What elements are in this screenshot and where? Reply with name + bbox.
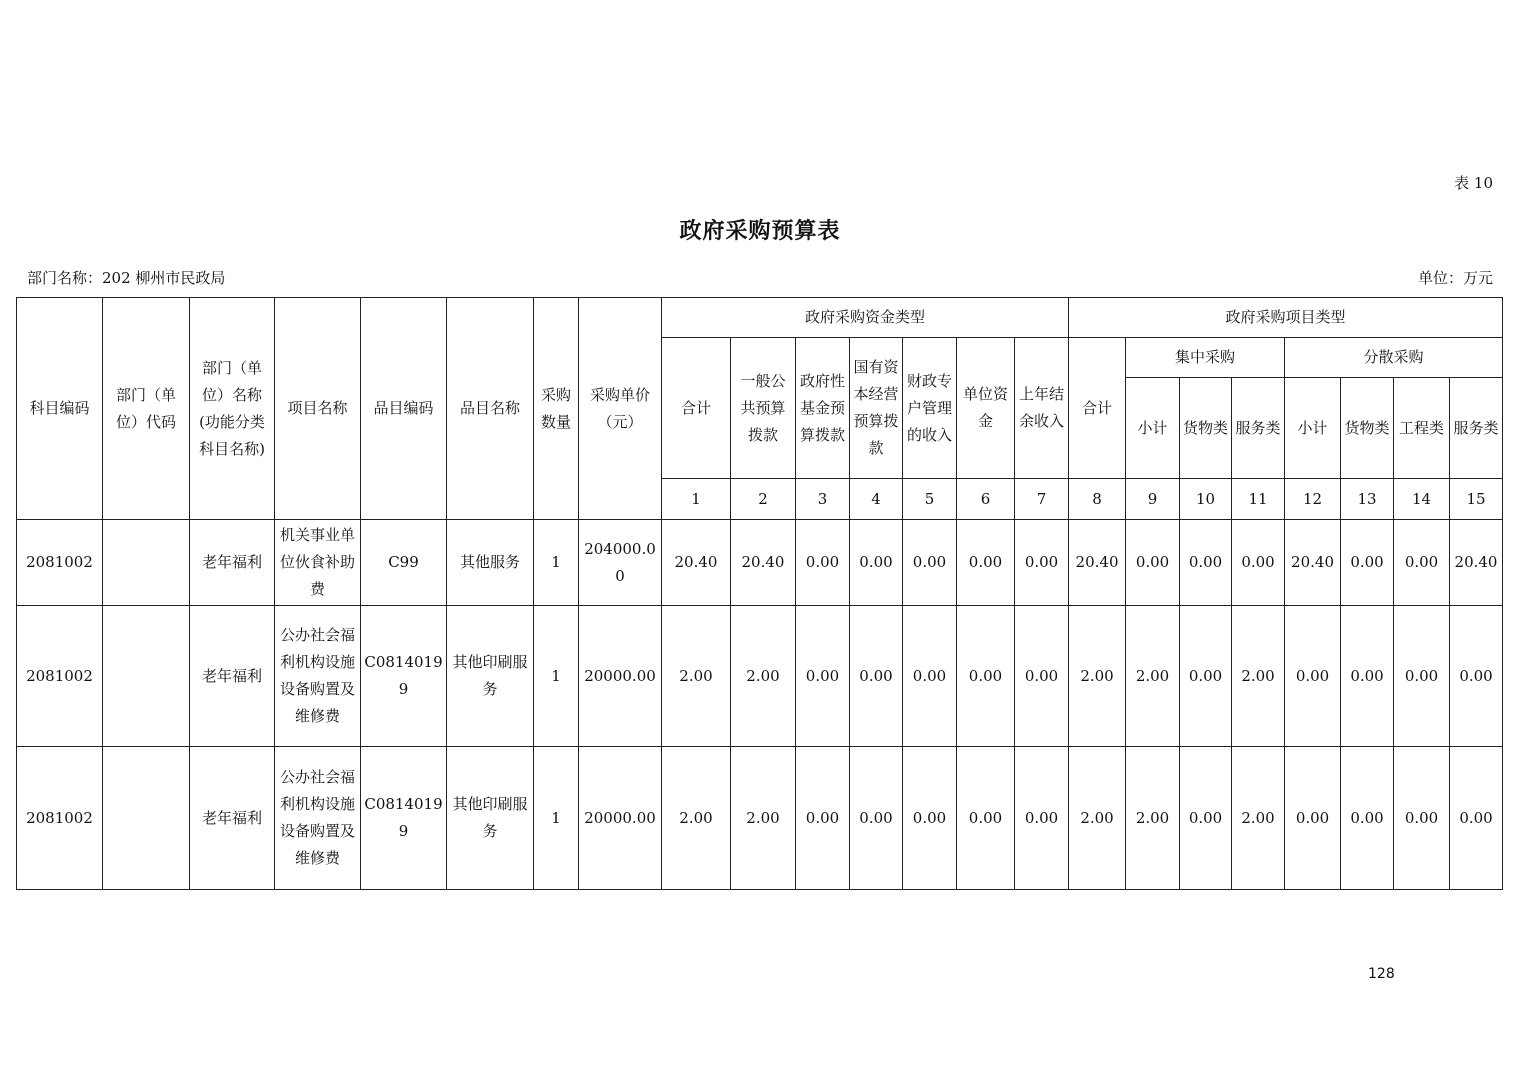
cell-value: 0.00	[1015, 747, 1069, 890]
header-d-service: 服务类	[1450, 378, 1503, 479]
header-d-goods: 货物类	[1341, 378, 1394, 479]
cell-unit-price: 204000.00	[579, 520, 662, 606]
header-item-name: 品目名称	[447, 298, 534, 520]
cell-item-code: C08140199	[361, 606, 447, 747]
cell-value: 0.00	[1015, 606, 1069, 747]
header-quantity: 采购数量	[534, 298, 579, 520]
cell-quantity: 1	[534, 606, 579, 747]
cell-value: 0.00	[957, 520, 1015, 606]
cell-value: 0.00	[1341, 520, 1394, 606]
page-title: 政府采购预算表	[679, 218, 841, 244]
cell-item-code: C08140199	[361, 747, 447, 890]
header-unit-price: 采购单价（元）	[579, 298, 662, 520]
cell-unit-price: 20000.00	[579, 747, 662, 890]
header-fund-carry: 上年结余收入	[1015, 338, 1069, 479]
cell-dept-code	[103, 747, 190, 890]
cell-value: 0.00	[850, 747, 903, 890]
cell-value: 2.00	[1069, 606, 1126, 747]
cell-value: 0.00	[957, 606, 1015, 747]
header-fund-special: 财政专户管理的收入	[903, 338, 957, 479]
cell-project-name: 公办社会福利机构设施设备购置及维修费	[275, 747, 361, 890]
header-num: 3	[796, 479, 850, 520]
cell-value: 0.00	[1180, 747, 1232, 890]
cell-project-name: 公办社会福利机构设施设备购置及维修费	[275, 606, 361, 747]
cell-value: 0.00	[1180, 520, 1232, 606]
cell-value: 2.00	[1232, 747, 1285, 890]
cell-value: 0.00	[850, 606, 903, 747]
header-num: 14	[1394, 479, 1450, 520]
cell-value: 0.00	[1394, 606, 1450, 747]
cell-value: 2.00	[1126, 747, 1180, 890]
cell-subject-code: 2081002	[17, 520, 103, 606]
department-label: 部门名称：202 柳州市民政局	[27, 269, 226, 287]
header-num: 6	[957, 479, 1015, 520]
cell-item-code: C99	[361, 520, 447, 606]
cell-dept-name: 老年福利	[190, 747, 275, 890]
header-num: 4	[850, 479, 903, 520]
cell-value: 0.00	[1394, 747, 1450, 890]
cell-value: 2.00	[1232, 606, 1285, 747]
header-num: 7	[1015, 479, 1069, 520]
page-number: 128	[1368, 966, 1395, 982]
header-num: 15	[1450, 479, 1503, 520]
header-num: 9	[1126, 479, 1180, 520]
header-num: 11	[1232, 479, 1285, 520]
cell-value: 0.00	[1394, 520, 1450, 606]
header-project-name: 项目名称	[275, 298, 361, 520]
cell-value: 0.00	[1450, 606, 1503, 747]
header-fund-type: 政府采购资金类型	[662, 298, 1069, 338]
header-num: 2	[731, 479, 796, 520]
cell-value: 2.00	[1069, 747, 1126, 890]
table-number: 表 10	[1454, 174, 1493, 192]
cell-dept-code	[103, 520, 190, 606]
cell-value: 0.00	[903, 606, 957, 747]
header-item-code: 品目编码	[361, 298, 447, 520]
cell-value: 0.00	[796, 747, 850, 890]
header-c-subtotal: 小计	[1126, 378, 1180, 479]
cell-value: 0.00	[850, 520, 903, 606]
table-row	[17, 606, 1503, 747]
cell-quantity: 1	[534, 520, 579, 606]
cell-value: 2.00	[731, 606, 796, 747]
cell-value: 0.00	[1341, 747, 1394, 890]
header-dept-name: 部门（单位）名称(功能分类科目名称)	[190, 298, 275, 520]
header-d-works: 工程类	[1394, 378, 1450, 479]
cell-value: 20.40	[1069, 520, 1126, 606]
header-dept-code: 部门（单位）代码	[103, 298, 190, 520]
cell-dept-name: 老年福利	[190, 606, 275, 747]
cell-unit-price: 20000.00	[579, 606, 662, 747]
cell-value: 20.40	[731, 520, 796, 606]
header-dispersed: 分散采购	[1285, 338, 1503, 378]
cell-value: 0.00	[1341, 606, 1394, 747]
cell-value: 2.00	[731, 747, 796, 890]
cell-project-name: 机关事业单位伙食补助费	[275, 520, 361, 606]
header-c-service: 服务类	[1232, 378, 1285, 479]
header-fund-total: 合计	[662, 338, 731, 479]
cell-value: 0.00	[1126, 520, 1180, 606]
table-row	[17, 747, 1503, 890]
cell-value: 0.00	[1285, 747, 1341, 890]
cell-item-name: 其他印刷服务	[447, 747, 534, 890]
header-c-goods: 货物类	[1180, 378, 1232, 479]
cell-value: 0.00	[957, 747, 1015, 890]
header-fund-state: 国有资本经营预算拨款	[850, 338, 903, 479]
cell-subject-code: 2081002	[17, 606, 103, 747]
header-d-subtotal: 小计	[1285, 378, 1341, 479]
header-project-type: 政府采购项目类型	[1069, 298, 1503, 338]
cell-value: 2.00	[1126, 606, 1180, 747]
header-num: 5	[903, 479, 957, 520]
header-num: 10	[1180, 479, 1232, 520]
header-proj-total: 合计	[1069, 338, 1126, 479]
cell-item-name: 其他印刷服务	[447, 606, 534, 747]
cell-value: 0.00	[796, 520, 850, 606]
header-fund-unit: 单位资金	[957, 338, 1015, 479]
cell-value: 20.40	[1450, 520, 1503, 606]
cell-value: 0.00	[1180, 606, 1232, 747]
header-num: 8	[1069, 479, 1126, 520]
cell-value: 0.00	[1232, 520, 1285, 606]
cell-value: 0.00	[903, 520, 957, 606]
cell-value: 2.00	[662, 606, 731, 747]
header-fund-gov: 政府性基金预算拨款	[796, 338, 850, 479]
cell-value: 20.40	[1285, 520, 1341, 606]
header-num: 1	[662, 479, 731, 520]
cell-value: 0.00	[1015, 520, 1069, 606]
cell-item-name: 其他服务	[447, 520, 534, 606]
cell-dept-code	[103, 606, 190, 747]
table-row	[17, 520, 1503, 606]
cell-value: 2.00	[662, 747, 731, 890]
header-num: 12	[1285, 479, 1341, 520]
header-num: 13	[1341, 479, 1394, 520]
cell-dept-name: 老年福利	[190, 520, 275, 606]
cell-value: 0.00	[1450, 747, 1503, 890]
unit-label: 单位：万元	[1417, 269, 1493, 287]
cell-value: 0.00	[796, 606, 850, 747]
header-fund-general: 一般公共预算拨款	[731, 338, 796, 479]
header-central: 集中采购	[1126, 338, 1285, 378]
header-subject-code: 科目编码	[17, 298, 103, 520]
cell-value: 0.00	[903, 747, 957, 890]
cell-value: 0.00	[1285, 606, 1341, 747]
cell-value: 20.40	[662, 520, 731, 606]
cell-quantity: 1	[534, 747, 579, 890]
procurement-budget-table	[16, 297, 1503, 890]
cell-subject-code: 2081002	[17, 747, 103, 890]
